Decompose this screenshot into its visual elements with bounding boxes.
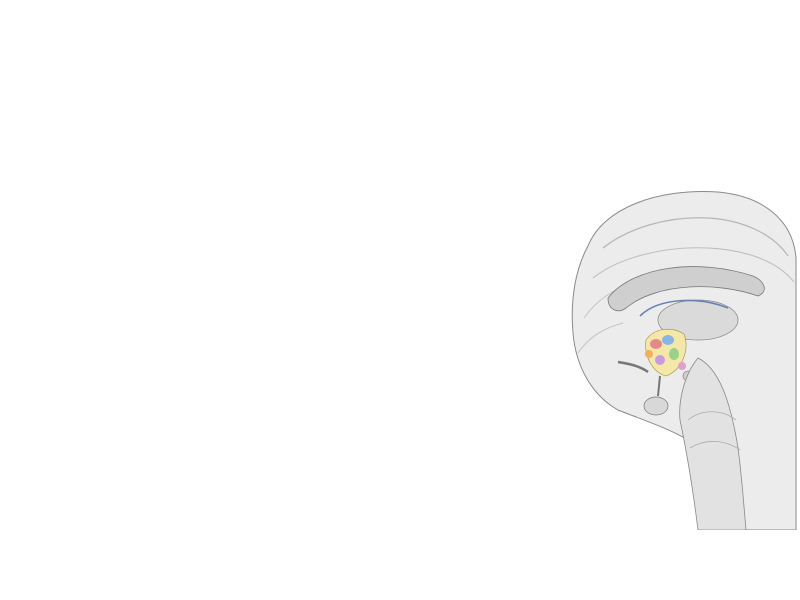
- brain-sagittal-section-image: [548, 158, 798, 530]
- hypothalamus-illustration: [548, 158, 798, 530]
